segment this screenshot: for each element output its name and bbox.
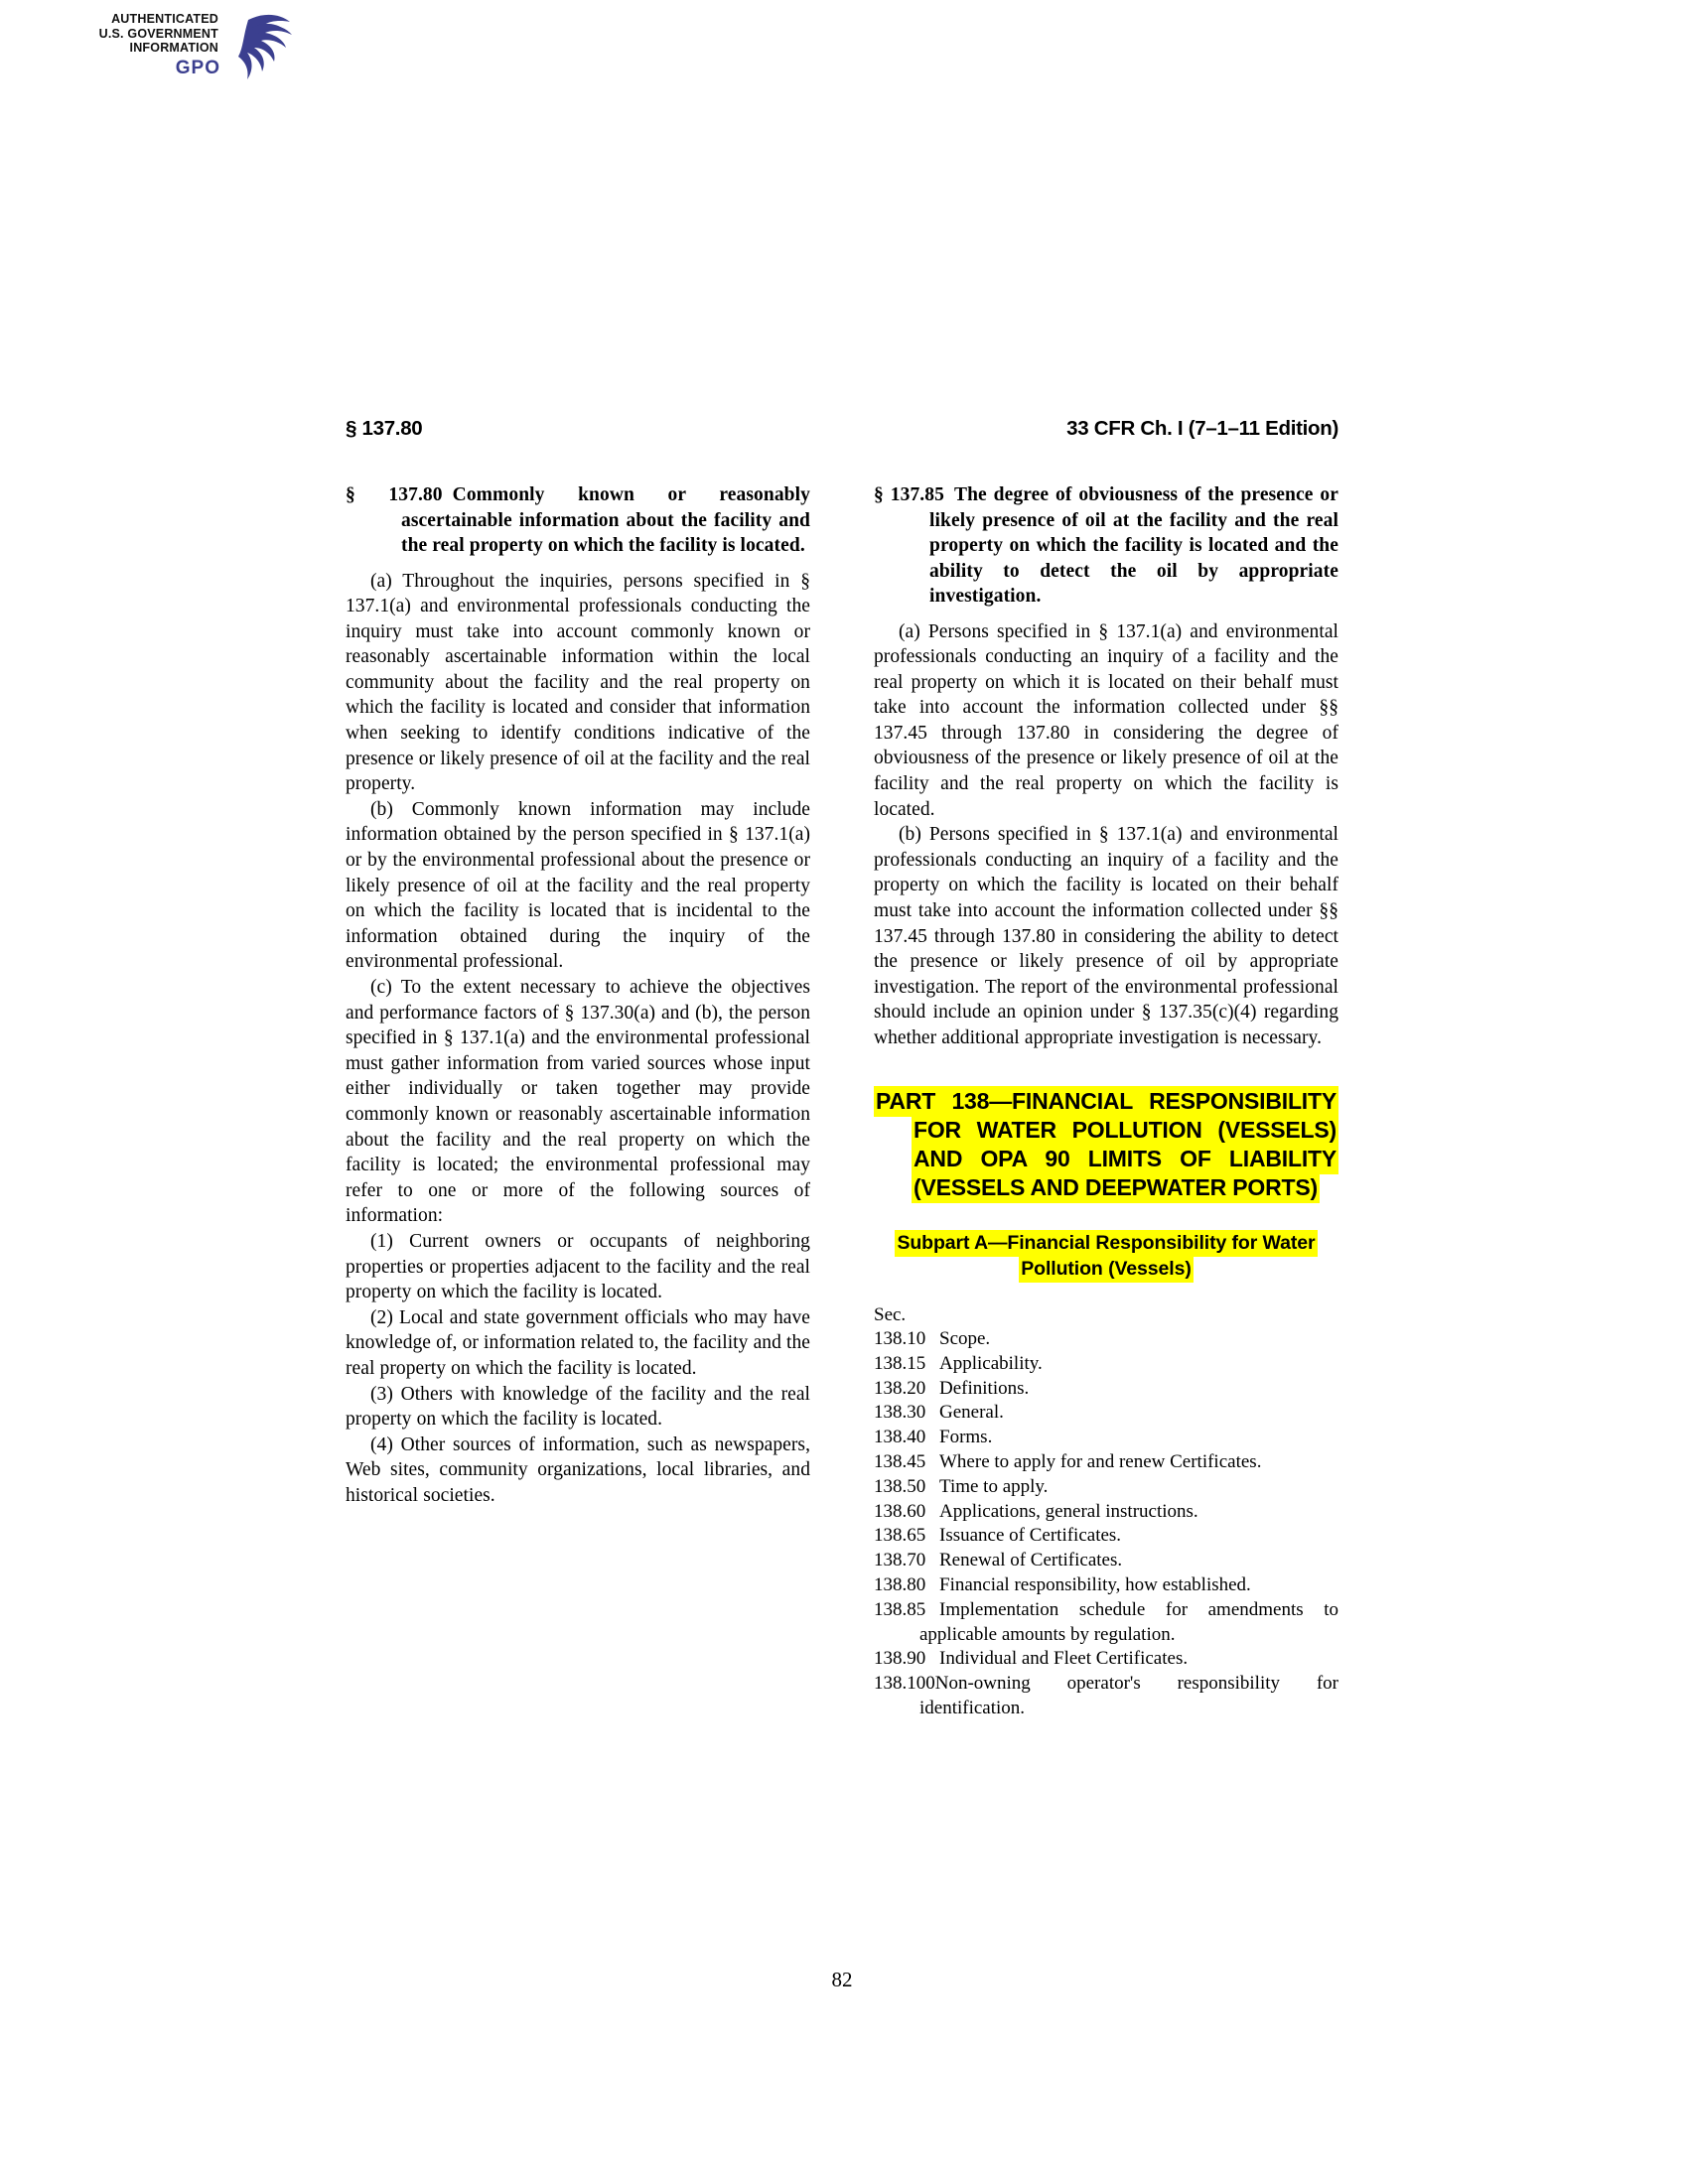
toc-section-number: 138.15 — [874, 1352, 926, 1374]
toc-section-number: 138.80 — [874, 1574, 926, 1596]
toc-section-title: Implementation schedule for amendments to applicable amounts by regulation. — [919, 1598, 1338, 1645]
toc-section-number: 138.65 — [874, 1525, 926, 1547]
page-number: 82 — [831, 1968, 853, 1991]
section-title: Commonly known or reasonably ascertainable information about the facility and the real property on which the facility is located. — [401, 484, 810, 556]
list-item — [874, 1500, 1338, 1525]
toc-section-number: 138.100 — [874, 1673, 935, 1695]
toc-section-title: Financial responsibility, how established. — [939, 1574, 1251, 1596]
toc-section-title: Issuance of Certificates. — [939, 1525, 1122, 1547]
seal-line-information: INFORMATION — [129, 41, 218, 55]
list-item — [874, 1672, 1338, 1721]
left-column — [346, 482, 810, 1508]
list-item — [874, 1598, 1338, 1648]
toc-section-title: Forms. — [939, 1427, 993, 1448]
section-title: The degree of obviousness of the presence or likely presence of oil at the facility and the real property on which the facility is located and the ability to detect the oil by appropriate investigation. — [929, 484, 1338, 607]
paragraph-c: (c) To the extent necessary to achieve the objectives and performance factors of § 137.30(a) and (b), the person specified in § 137.1(a) and the environmental professional must gather information from varied sources whose input either individually or taken together may provide commonly known or reasonably ascertainable information about the facility and the real property on which the facility is located; the environmental professional may refer to one or more of the following sources of information: — [346, 977, 810, 1227]
toc-section-title: Scope. — [939, 1328, 991, 1350]
list-item — [874, 1327, 1338, 1352]
toc-section-number: 138.45 — [874, 1451, 926, 1473]
toc-section-title: Applications, general instructions. — [939, 1500, 1198, 1522]
gpo-eagle-icon — [218, 8, 306, 91]
paragraph-c-1: (1) Current owners or occupants of neighboring properties or properties adjacent to the facility and the real property on which the facility is located. — [346, 1230, 810, 1303]
toc-section-title: Non-owning operator's responsibility for identification. — [919, 1673, 1338, 1719]
list-item — [874, 1401, 1338, 1426]
toc-section-number: 138.10 — [874, 1328, 926, 1350]
subpart-a-title — [874, 1230, 1338, 1282]
seal-text-block — [99, 12, 218, 56]
toc-label-sec: Sec. — [874, 1303, 907, 1325]
paragraph-b: (b) Commonly known information may include information obtained by the person specified in § 137.1(a) or by the environmental professional about the presence or likely presence of oil at the facility and the real property on which the facility is located that is incidental to the information obtained during the inquiry of the environmental professional. — [346, 798, 810, 973]
toc-section-number: 138.90 — [874, 1648, 926, 1670]
part-138-title — [874, 1087, 1338, 1202]
toc-section-title: Individual and Fleet Certificates. — [939, 1648, 1189, 1670]
section-number: § 137.85 — [874, 484, 944, 505]
list-item — [874, 1549, 1338, 1573]
paragraph-a: (a) Throughout the inquiries, persons specified in § 137.1(a) and environmental professionals conducting the inquiry must take into account commonly known or reasonably ascertainable information within the local community about the facility and the real property on which the facility is located and consider that information when seeking to identify conditions indicative of the presence or likely presence of oil at the facility and the real property. — [346, 570, 810, 795]
paragraph-a: (a) Persons specified in § 137.1(a) and environmental professionals conducting an inquiry of a facility and the real property on which it is located on their behalf must take into account the information collected under §§ 137.45 through 137.80 in considering the degree of obviousness of the presence or likely presence of oil at the facility and the real property on which the facility is located. — [874, 620, 1338, 820]
toc-section-number: 138.20 — [874, 1377, 926, 1399]
toc-section-title: Where to apply for and renew Certificates. — [939, 1451, 1262, 1473]
toc-section-title: Applicability. — [939, 1352, 1043, 1374]
list-item — [874, 1475, 1338, 1500]
list-item — [874, 1450, 1338, 1475]
list-item — [874, 1647, 1338, 1672]
toc-section-number: 138.60 — [874, 1500, 926, 1522]
list-item — [874, 1352, 1338, 1377]
running-head — [346, 417, 1338, 441]
toc-section-number: 138.40 — [874, 1427, 926, 1448]
list-item — [874, 1524, 1338, 1549]
part-138-title-highlight: PART 138—FINANCIAL RESPONSIBILITY FOR WATER POLLUTION (VESSELS) AND OPA 90 LIMITS OF LIABILITY (VESSELS AND DEEPWATER PORTS) — [874, 1086, 1338, 1203]
toc-section-title: General. — [939, 1402, 1004, 1424]
right-column — [874, 482, 1338, 1721]
subpart-a-title-highlight: Subpart A—Financial Responsibility for Water Pollution (Vessels) — [895, 1230, 1317, 1283]
toc-section-title: Definitions. — [939, 1377, 1030, 1399]
seal-line-government: U.S. GOVERNMENT — [98, 26, 218, 41]
paragraph-b: (b) Persons specified in § 137.1(a) and environmental professionals conducting an inquiry of a facility and the property on which the facility is located on their behalf must take into account the information collected under §§ 137.45 through 137.80 in considering the ability to detect the presence or likely presence of oil by appropriate investigation. The report of the environmental professional should include an opinion under § 137.35(c)(4) regarding whether additional appropriate investigation is necessary. — [874, 824, 1338, 1048]
toc-section-number: 138.30 — [874, 1402, 926, 1424]
seal-gpo-label: GPO — [175, 58, 220, 78]
two-column-body — [346, 482, 1338, 1721]
cfr-page — [346, 417, 1338, 1991]
toc-section-number: 138.50 — [874, 1475, 926, 1497]
running-head-edition: 33 CFR Ch. I (7–1–11 Edition) — [1066, 417, 1338, 440]
list-item — [874, 1573, 1338, 1598]
section-toc-list — [874, 1327, 1338, 1721]
list-item — [874, 1377, 1338, 1402]
paragraph-c-2: (2) Local and state government officials who may have knowledge of, or information related to, the facility and the real property on which the facility is located. — [346, 1306, 810, 1379]
toc-section-number: 138.85 — [874, 1598, 926, 1620]
toc-section-title: Renewal of Certificates. — [939, 1550, 1123, 1571]
section-number: § 137.80 — [346, 484, 443, 505]
gpo-authentication-seal — [98, 8, 306, 91]
section-heading-137-85 — [874, 482, 1338, 610]
paragraph-c-3: (3) Others with knowledge of the facility and the real property on which the facility is located. — [346, 1383, 810, 1431]
running-head-section: § 137.80 — [346, 417, 423, 440]
list-item — [874, 1426, 1338, 1450]
toc-section-number: 138.70 — [874, 1550, 926, 1571]
section-heading-137-80 — [346, 482, 810, 559]
paragraph-c-4: (4) Other sources of information, such as newspapers, Web sites, community organizations, local libraries, and historical societies. — [346, 1433, 810, 1506]
seal-line-authenticated: AUTHENTICATED — [111, 12, 218, 26]
toc-section-title: Time to apply. — [939, 1475, 1049, 1497]
